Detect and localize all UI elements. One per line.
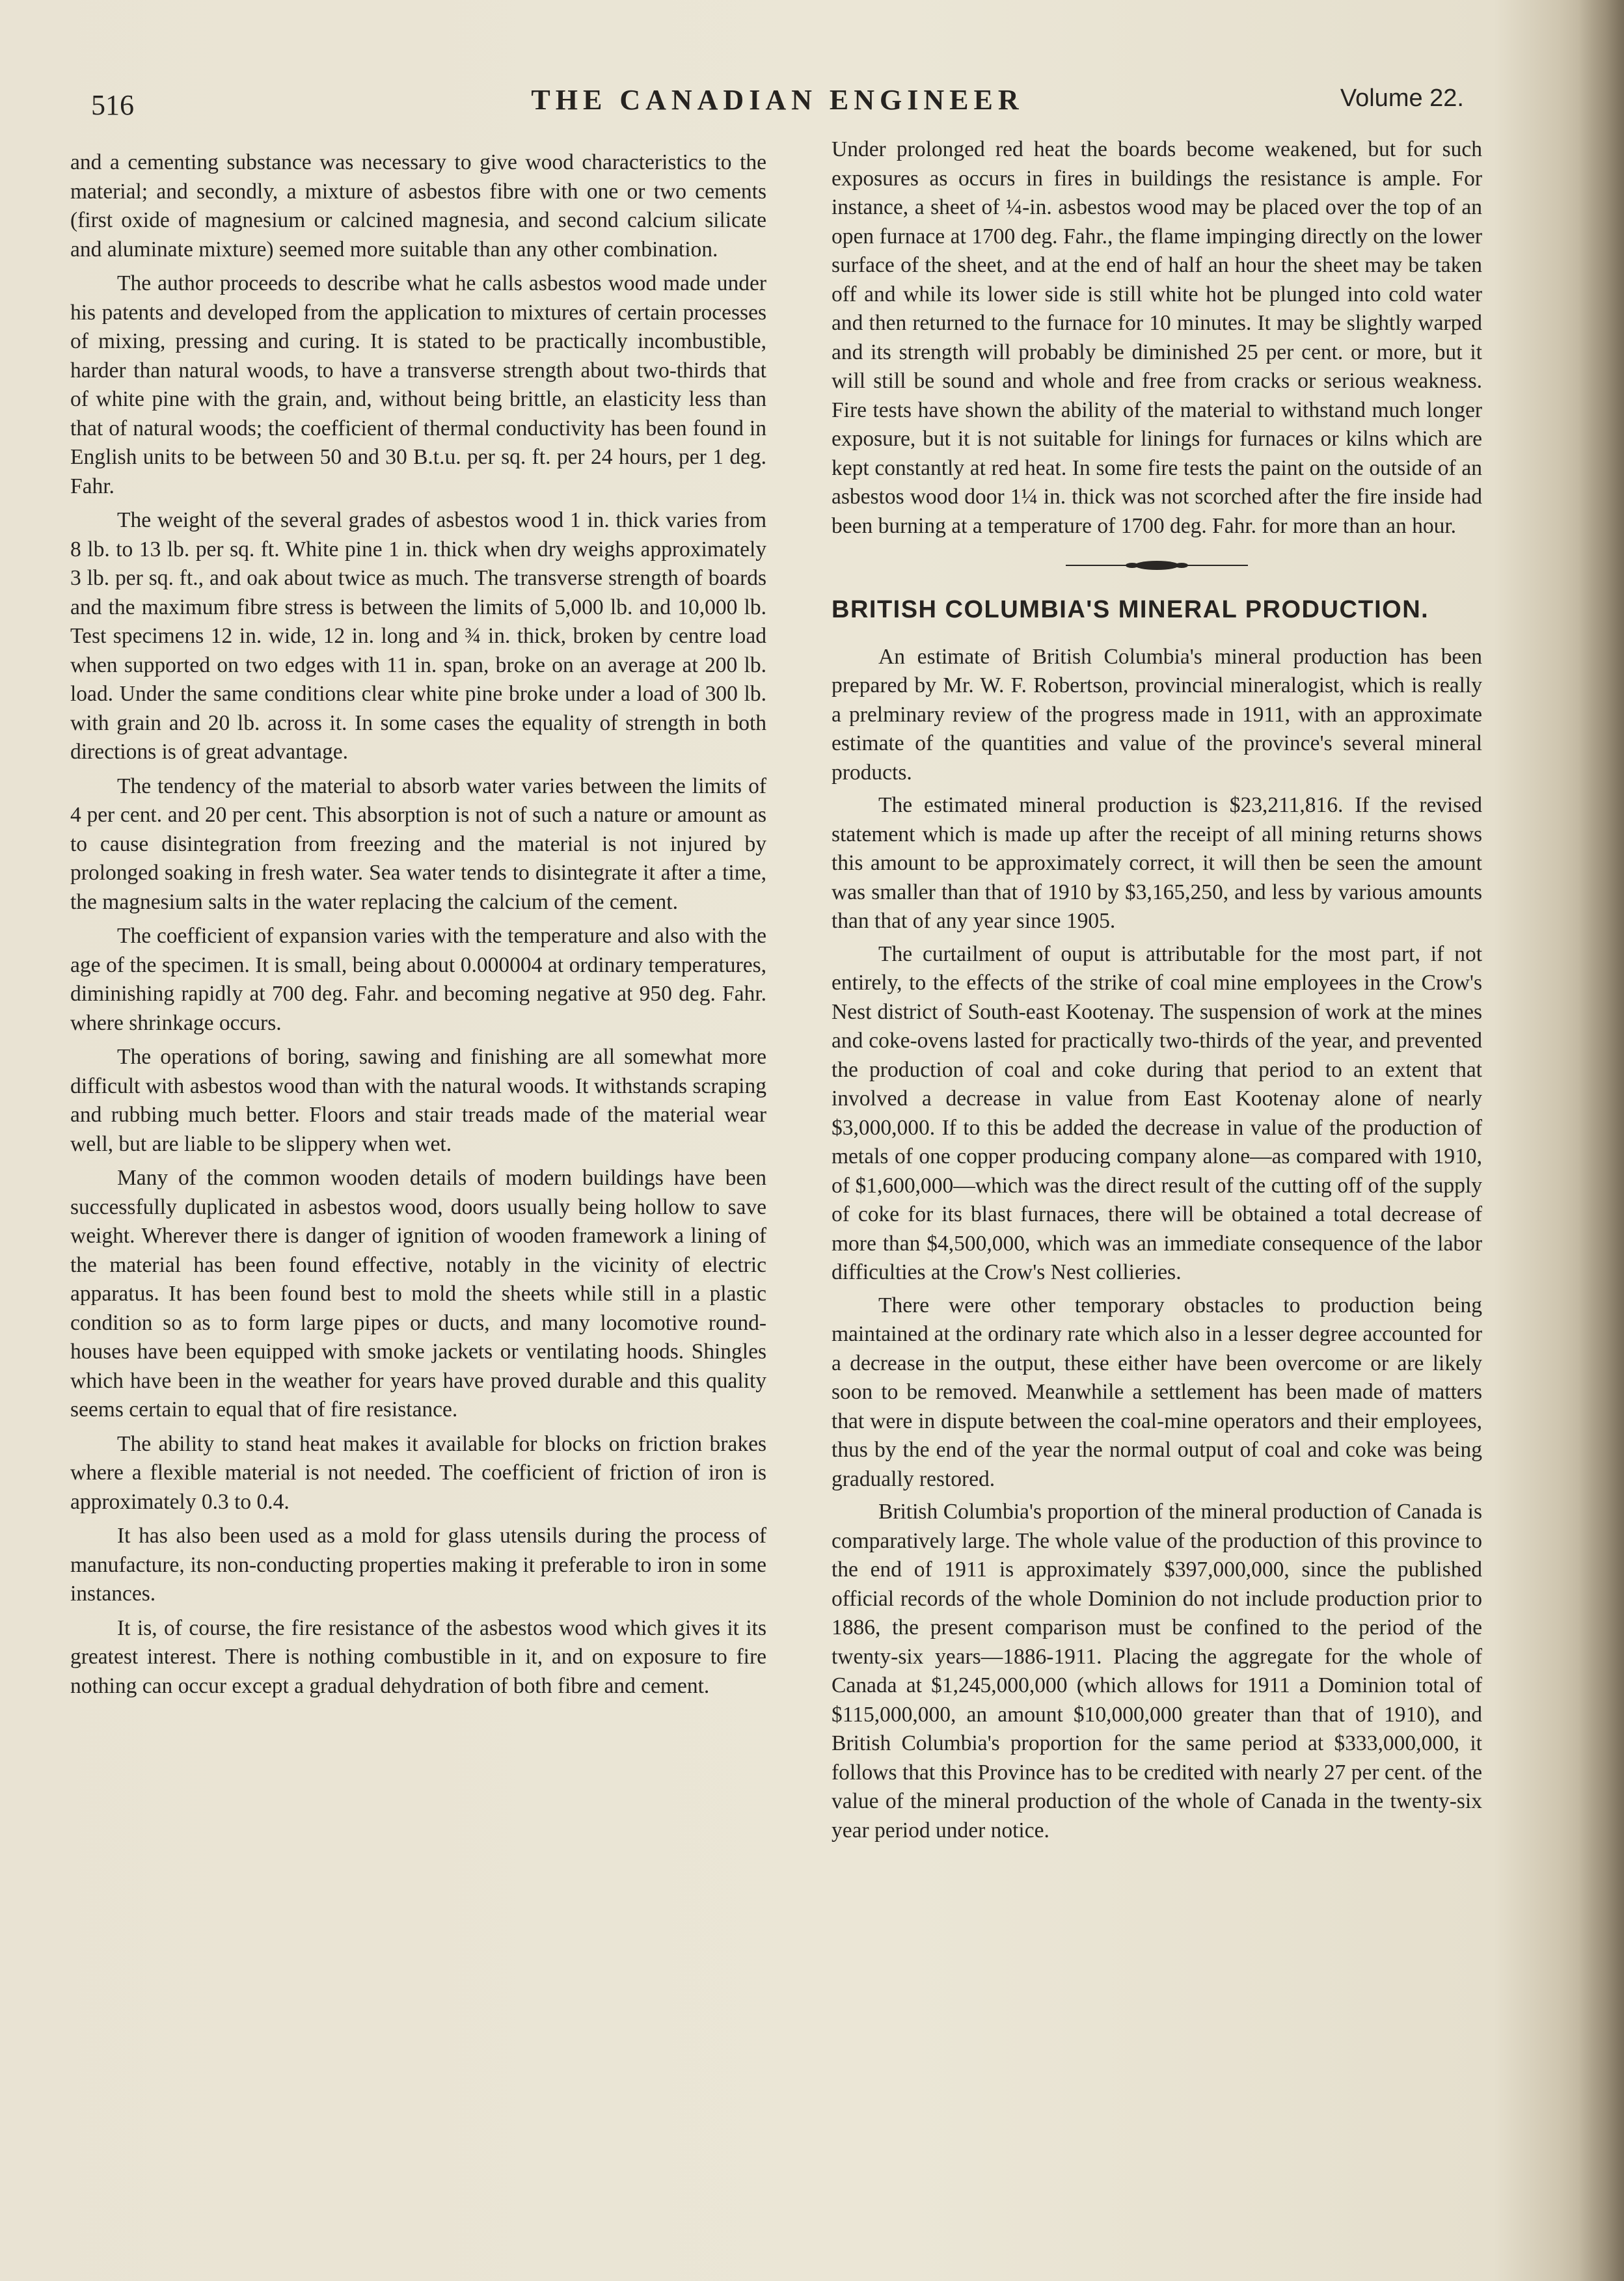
volume-label: Volume 22. xyxy=(1340,85,1464,112)
continuation-paragraph: Under prolonged red heat the boards become weakened, but for such exposures as occurs in fires in buildings the resistance is ample. For instance, a sheet of ¼-in. asbestos wood may be placed over the top of an open furnace at 1700 deg. Fahr., the flame impinging directly on the lower surface of the sheet, and at the end of half an hour the sheet may be taken off and while its lower side is still white hot be plunged into cold water and then returned to the furnace for 10 minutes. It may be slightly warped and its strength will probably be diminished 25 per cent. or more, but it will still be sound and whole and free from cracks or serious weakness. Fire tests have shown the ability of the material to withstand much longer exposure, but it is not suitable for linings for furnaces or kilns which are kept constantly at red heat. In some fire tests the paint on the outside of an asbestos wood door 1¼ in. thick was not scorched after the fire inside had been burning at a temperature of 1700 deg. Fahr. for more than an hour. xyxy=(832,137,1482,538)
paragraph: There were other temporary obstacles to production being maintained at the ordinary rate which also in a lesser degree accounted for a decrease in the output, these either have been overcome or are likely soon to be removed. Meanwhile a settlement has been made of matters that were in dispute between the coal-mine operators and their employees, thus by the end of the year the normal output of coal and coke was being gradually restored. xyxy=(832,1293,1482,1491)
page-header xyxy=(78,83,1477,122)
paragraph: The coefficient of expansion varies with the temperature and also with the age of the specimen. It is small, being about 0.000004 at ordinary temperatures, diminishing rapidly at 700 deg. Fahr. and becoming negative at 950 deg. Fahr. where shrinkage occurs. xyxy=(70,924,766,1035)
paragraph: It is, of course, the fire resistance of the asbestos wood which gives it its greatest interest. There is nothing combustible in it, and on exposure to fire nothing can occur except a gradual dehydration of both fibre and cement. xyxy=(70,1615,766,1698)
paragraph: Many of the common wooden details of modern buildings have been successfully duplicated in asbestos wood, doors usually being hollow to save weight. Wherever there is danger of ignition of wooden framework a lining of the material has been found effective, notably in the vicinity of electric apparatus. It has been found best to mold the sheets while still in a plastic condition so as to form large pipes or ducts, and many locomotive round-houses have been equipped with smoke jackets or ventilating hoods. Shingles which have been in the weather for years have proved durable and this quality seems certain to equal that of fire resistance. xyxy=(70,1166,766,1422)
right-column xyxy=(832,135,1482,1849)
section-body xyxy=(832,643,1482,1846)
paragraph: An estimate of British Columbia's mineral production has been prepared by Mr. W. F. Robertson, provincial mineralogist, which is really a prelminary review of the progress made in 1911, with an approximate estimate of the quantities and value of the province's several mineral products. xyxy=(832,644,1482,785)
paragraph: The estimated mineral production is $23,211,816. If the revised statement which is made up after the receipt of all mining returns shows this amount to be approximately correct, it will then be seen the amount was smaller than that of 1910 by $3,165,250, and less by various amounts than that of any year since 1905. xyxy=(832,793,1482,933)
left-column xyxy=(70,148,766,1706)
journal-title: THE CANADIAN ENGINEER xyxy=(531,84,1024,116)
paragraph: and a cementing substance was necessary to give wood characteristics to the material; and secondly, a mixture of asbestos fibre with one or two cements (first oxide of magnesium or calcined magnesia, and second calcium silicate and aluminate mixture) seemed more suitable than any other combination. xyxy=(70,150,766,262)
paragraph: It has also been used as a mold for glass utensils during the process of manufacture, its non-conducting properties making it preferable to iron in some instances. xyxy=(70,1524,766,1606)
paragraph: The curtailment of ouput is attributable for the most part, if not entirely, to the effects of the strike of coal mine employees in the Crow's Nest district of South-east Kootenay. The suspension of work at the mines and coke-ovens lasted for practically two-thirds of the year, and prevented the production of coal and coke during that period to an extent that involved a decrease in value from East Kootenay alone of nearly $3,000,000. If to this be added the decrease in value of the production of metals of one copper producing company alone—as compared with 1910, of $1,600,000—which was the direct result of the cutting off of the supply of coke for its blast furnaces, there will be obtained a total decrease of more than $4,500,000, which was an immediate consequence of the labor difficulties at the Crow's Nest collieries. xyxy=(832,941,1482,1284)
paragraph: The tendency of the material to absorb water varies between the limits of 4 per cent. and 20 per cent. This absorption is not of such a nature or amount as to cause disintegration from freezing and the material is not injured by prolonged soaking in fresh water. Sea water tends to disintegrate it after a time, the magnesium salts in the water replacing the calcium of the cement. xyxy=(70,774,766,914)
book-spine-shadow xyxy=(1578,0,1624,2281)
section-heading: BRITISH COLUMBIA'S MINERAL PRODUCTION. xyxy=(832,596,1429,623)
page-number: 516 xyxy=(91,89,134,121)
section-divider-ornament xyxy=(1059,559,1254,572)
paragraph: The ability to stand heat makes it available for blocks on friction brakes where a flexible material is not needed. The coefficient of friction of iron is approximately 0.3 to 0.4. xyxy=(70,1431,766,1514)
paragraph: The weight of the several grades of asbestos wood 1 in. thick varies from 8 lb. to 13 lb. per sq. ft. White pine 1 in. thick when dry weighs approximately 3 lb. per sq. ft., and oak about twice as much. The transverse strength of boards and the maximum fibre stress is between the limits of 5,000 lb. and 10,000 lb. Test specimens 12 in. wide, 12 in. long and ¾ in. thick, broken by centre load when supported on two edges with 11 in. span, broke on an average at 200 lb. load. Under the same conditions clear white pine broke under a load of 300 lb. with grain and 20 lb. across it. In some cases the equality of strength in both directions is of great advantage. xyxy=(70,508,766,764)
paragraph: British Columbia's proportion of the mineral production of Canada is comparatively large. The whole value of the production of this province to the end of 1911 is approximately $397,000,000, since the published official records of the whole Dominion do not include production prior to 1886, the present comparison must be confined to the period of the twenty-six years—1886-1911. Placing the aggregate for the whole of Canada at $1,245,000,000 (which allows for 1911 a Dominion total of $115,000,000, an amount $10,000,000 greater than that of 1910), and British Columbia's proportion for the same period at $333,000,000, it follows that this Province has to be credited with nearly 27 per cent. of the value of the mineral production of the whole of Canada in the twenty-six year period under notice. xyxy=(832,1500,1482,1842)
paragraph: The operations of boring, sawing and finishing are all somewhat more difficult with asbestos wood than with the natural woods. It withstands scraping and rubbing much better. Floors and stair treads made of the material wear well, but are liable to be slippery when wet. xyxy=(70,1045,766,1156)
paragraph: The author proceeds to describe what he calls asbestos wood made under his patents and developed from the application to mixtures of certain processes of mixing, pressing and curing. It is stated to be practically incombustible, harder than natural woods, to have a transverse strength about two-thirds that of white pine with the grain, and, without being brittle, an elasticity less than that of natural woods; the coefficient of thermal conductivity has been found in English units to be between 50 and 30 B.t.u. per sq. ft. per 24 hours, per 1 deg. Fahr. xyxy=(70,271,766,498)
